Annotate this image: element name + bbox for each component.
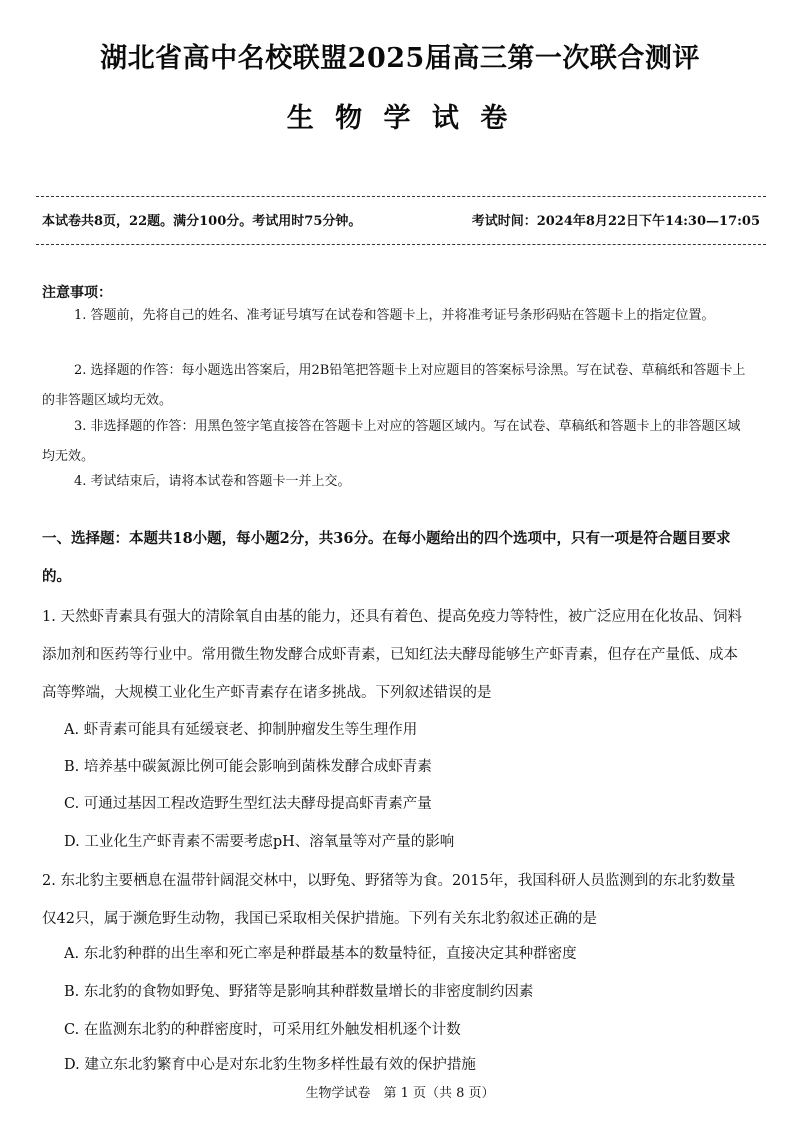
notice-heading: 注意事项： [42, 285, 112, 301]
option-c: C. 可通过基因工程改造野生型红法夫酵母提高虾青素产量 [64, 796, 432, 812]
option-c: C. 在监测东北豹的种群密度时，可采用红外触发相机逐个计数 [64, 1022, 461, 1038]
subject-title: 生 物 学 试 卷 [286, 103, 514, 134]
notice-item: 4. 考试结束后，请将本试卷和答题卡一并上交。 [74, 474, 351, 489]
divider-top [36, 196, 766, 197]
option-d: D. 工业化生产虾青素不需要考虑pH、溶氧量等对产量的影响 [64, 834, 455, 850]
question-stem: 2. 东北豹主要栖息在温带针阔混交林中，以野兔、野猪等为食。2015年，我国科研人员监测到的东北豹数量仅42只，属于濒危野生动物，我国已采取相关保护措施。下列有关东北豹叙述正确的是 [42, 873, 736, 927]
section-heading: 一、选择题：本题共18小题，每小题2分，共36分。在每小题给出的四个选项中，只有一项是符合题目要求的。 [42, 530, 731, 585]
notice-item: 3. 非选择题的作答：用黑色签字笔直接答在答题卡上对应的答题区域内。写在试卷、草稿纸和答题卡上的非答题区域均无效。 [42, 419, 741, 464]
option-a: A. 东北豹种群的出生率和死亡率是种群最基本的数量特征，直接决定其种群密度 [64, 946, 577, 962]
question-stem: 1. 天然虾青素具有强大的清除氧自由基的能力，还具有着色、提高免疫力等特性，被广泛应用在化妆品、饲料添加剂和医药等行业中。常用微生物发酵合成虾青素，已知红法夫酵母能够生产虾青素，但存在产量低、成本高等弊端，大规模工业化生产虾青素存在诸多挑战。下列叙述错误的是 [42, 609, 742, 701]
exam-info: 本试卷共8页，22题。满分100分。考试用时75分钟。 [42, 214, 362, 229]
notice-item: 1. 答题前，先将自己的姓名、准考证号填写在试卷和答题卡上，并将准考证号条形码贴在答题卡上的指定位置。 [74, 308, 715, 323]
divider-bottom [36, 244, 766, 245]
option-b: B. 培养基中碳氮源比例可能会影响到菌株发酵合成虾青素 [64, 759, 432, 775]
exam-title: 湖北省高中名校联盟2025届高三第一次联合测评 [100, 43, 700, 74]
option-b: B. 东北豹的食物如野兔、野猪等是影响其种群数量增长的非密度制约因素 [64, 984, 534, 1000]
page-footer: 生物学试卷 第 1 页（共 8 页） [305, 1086, 495, 1101]
option-a: A. 虾青素可能具有延缓衰老、抑制肿瘤发生等生理作用 [64, 722, 418, 738]
notice-item: 2. 选择题的作答：每小题选出答案后，用2B铅笔把答题卡上对应题目的答案标号涂黑。写在试卷、草稿纸和答题卡上的非答题区域均无效。 [42, 363, 746, 408]
exam-time: 考试时间：2024年8月22日下午14:30—17:05 [471, 214, 760, 229]
option-d: D. 建立东北豹繁育中心是对东北豹生物多样性最有效的保护措施 [64, 1057, 476, 1073]
